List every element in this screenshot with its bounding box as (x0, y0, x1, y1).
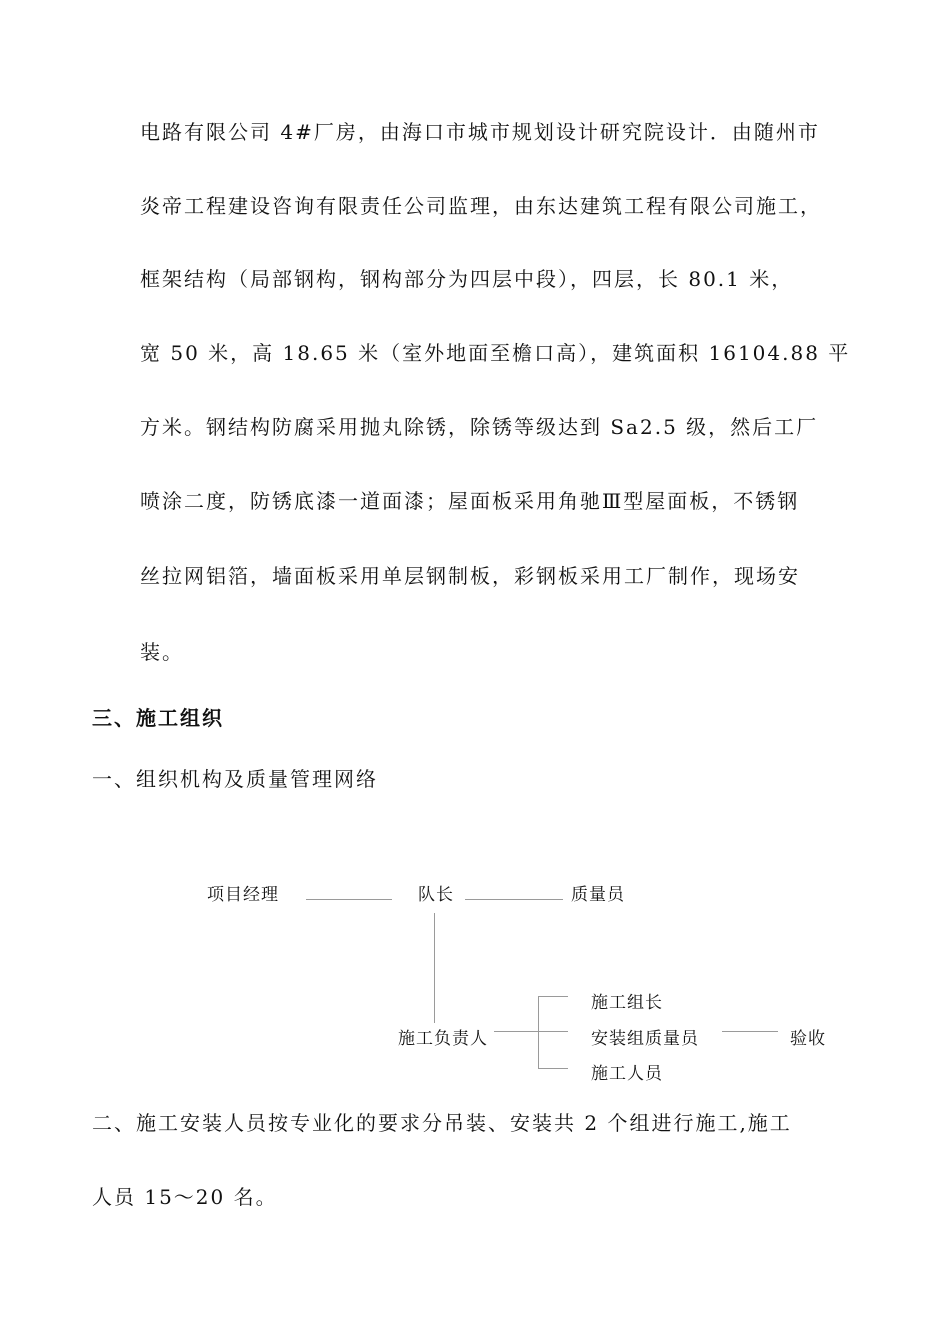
org-node-quality-inspector: 质量员 (571, 885, 625, 905)
paragraph-line-7: 丝拉网铝箔，墙面板采用单层钢制板，彩钢板采用工厂制作，现场安 (140, 564, 800, 588)
paragraph-line-6: 喷涂二度，防锈底漆一道面漆；屋面板采用角驰Ⅲ型屋面板，不锈钢 (140, 489, 800, 513)
paragraph-line-4: 宽 50 米，高 18.65 米（室外地面至檐口高），建筑面积 16104.88 平 (140, 341, 851, 365)
paragraph-line-1: 电路有限公司 4#厂房，由海口市城市规划设计研究院设计．由随州市 (140, 120, 820, 144)
paragraph-line-8: 装。 (140, 640, 184, 664)
subsection-2-line-1: 二、施工安装人员按专业化的要求分吊装、安装共 2 个组进行施工,施工 (92, 1111, 792, 1135)
org-connector-manager-leader (306, 899, 392, 900)
org-branch-top (538, 996, 568, 997)
org-node-project-manager: 项目经理 (207, 885, 279, 905)
subsection-heading-1: 一、组织机构及质量管理网络 (92, 767, 378, 791)
section-heading: 三、施工组织 (92, 706, 224, 730)
org-branch-bottom (538, 1068, 568, 1069)
org-node-construction-lead: 施工负责人 (398, 1029, 488, 1049)
org-node-group-leader: 施工组长 (591, 993, 663, 1013)
paragraph-line-2: 炎帝工程建设咨询有限责任公司监理，由东达建筑工程有限公司施工， (140, 194, 822, 218)
org-connector-leader-quality (465, 899, 563, 900)
org-connector-lead-branch (494, 1031, 538, 1032)
paragraph-line-5: 方米。钢结构防腐采用抛丸除锈，除锈等级达到 Sa2.5 级，然后工厂 (140, 415, 819, 439)
org-node-workers: 施工人员 (591, 1064, 663, 1084)
org-node-team-leader: 队长 (418, 885, 454, 905)
org-connector-quality-acceptance (722, 1031, 778, 1032)
paragraph-line-3: 框架结构（局部钢构，钢构部分为四层中段），四层，长 80.1 米， (140, 267, 794, 291)
org-branch-middle (538, 1031, 568, 1032)
org-node-acceptance: 验收 (790, 1029, 826, 1049)
subsection-2-line-2: 人员 15～20 名。 (92, 1185, 278, 1209)
org-branch-vertical (538, 996, 539, 1068)
org-node-install-quality: 安装组质量员 (591, 1029, 699, 1049)
org-connector-leader-down (434, 913, 435, 1023)
